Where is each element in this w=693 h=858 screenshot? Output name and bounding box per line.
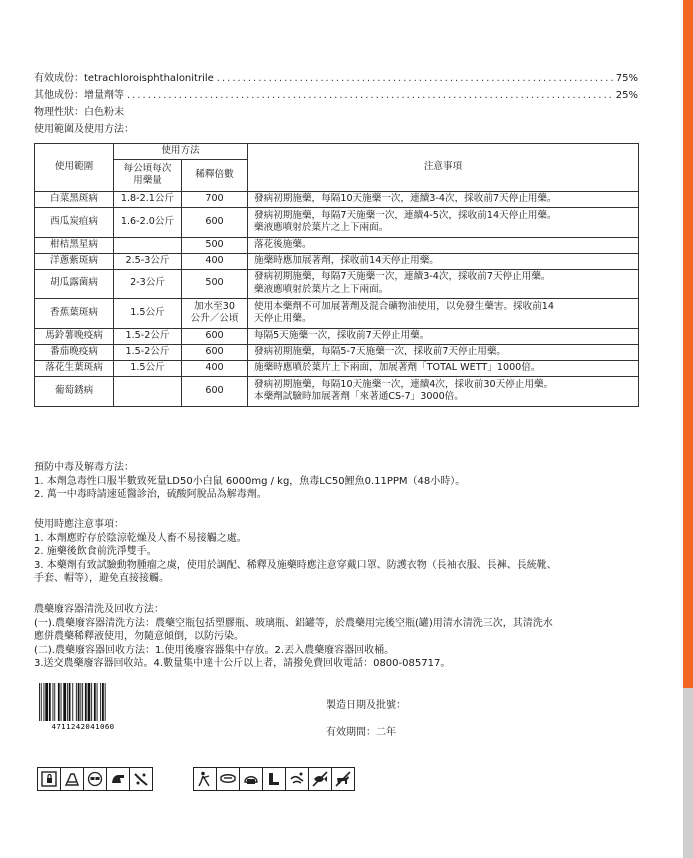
header-method: 使用方法 bbox=[114, 144, 248, 160]
crop-disease-cell: 落花生葉斑病 bbox=[35, 360, 114, 376]
leader-dots bbox=[127, 89, 613, 103]
storage-lock-icon bbox=[38, 768, 61, 790]
dilution-cell bbox=[182, 298, 248, 328]
barcode-bar bbox=[41, 683, 42, 721]
barcode-bar bbox=[39, 683, 40, 721]
barcode-bar bbox=[76, 683, 77, 721]
table-row bbox=[35, 328, 639, 344]
recycle-line: 應併農藥稀釋液使用，勿隨意傾倒，以防污染。 bbox=[34, 631, 244, 642]
barcode-bar bbox=[82, 683, 83, 721]
barcode-bar bbox=[67, 683, 68, 721]
recycle-line: (一).農藥廢容器清洗方法：農藥空瓶包括塑膠瓶、玻璃瓶、鋁罐等，於農藥用完後空瓶(罐)用清水清洗三次，其清洗水 bbox=[34, 617, 553, 629]
other-ingredient-line bbox=[34, 89, 638, 103]
note-line: 施藥時應加展著劑，採收前14天停止用藥。 bbox=[254, 255, 439, 267]
barcode-bar bbox=[105, 683, 106, 721]
helmet-icon bbox=[240, 768, 263, 790]
header-dose-text: 每公頃每次用藥量 bbox=[123, 162, 172, 187]
expiry-label: 有效期間：二年 bbox=[326, 727, 396, 738]
barcode-bar bbox=[102, 683, 104, 721]
crop-disease-cell: 胡瓜露菌病 bbox=[35, 269, 114, 298]
barcode-bar bbox=[72, 683, 73, 721]
dilution-cell: 500 bbox=[182, 269, 248, 298]
dilution-cell: 600 bbox=[182, 344, 248, 360]
dilution-line: 公升／公頃 bbox=[190, 313, 239, 325]
wash-icon bbox=[286, 768, 309, 790]
note-line: 發病初期施藥，每隔10天施藥一次，連續3-4次，採收前7天停止用藥。 bbox=[254, 193, 557, 205]
other-ingredient-label: 其他成份：增量劑等 bbox=[34, 90, 124, 101]
note-line: 落花後施藥。 bbox=[254, 239, 312, 251]
crop-disease-cell: 香蕉葉斑病 bbox=[35, 298, 114, 328]
active-ingredient-line bbox=[34, 72, 638, 86]
notes-cell bbox=[248, 207, 639, 237]
dilution-cell: 600 bbox=[182, 376, 248, 406]
mask-icon bbox=[217, 768, 240, 790]
poison-section bbox=[34, 461, 638, 502]
poison-line: 2. 萬一中毒時請速延醫診治，硫酸阿脫品為解毒劑。 bbox=[34, 489, 267, 500]
active-ingredient-label: 有效成份：tetrachloroisphthalonitrile bbox=[34, 73, 214, 84]
notes-cell bbox=[248, 253, 639, 269]
recycle-section bbox=[34, 603, 638, 671]
dose-cell bbox=[114, 376, 182, 406]
note-line: 發病初期施藥，每隔10天施藥一次，連續4次，採收前30天停止用藥。 bbox=[254, 378, 554, 390]
barcode-bar bbox=[58, 683, 60, 721]
barcode-bar bbox=[94, 683, 96, 721]
notes-cell bbox=[248, 237, 639, 253]
caution-section bbox=[34, 518, 638, 586]
note-line: 使用本藥劑不可加展著劑及混合礦物油使用，以免發生藥害。採收前14 bbox=[254, 300, 555, 312]
active-ingredient-value: 75% bbox=[615, 73, 638, 84]
table-row bbox=[35, 253, 639, 269]
table-row bbox=[35, 344, 639, 360]
note-line: 藥液應噴射於葉片之上下兩面。 bbox=[254, 222, 389, 234]
recycle-title: 農藥廢容器清洗及回收方法： bbox=[34, 604, 164, 615]
table-row bbox=[35, 191, 639, 207]
poison-line: 1. 本劑急毒性口服半數致死量LD50小白鼠 6000mg / kg，魚毒LC50鯉魚0.11PPM（48小時）。 bbox=[34, 475, 466, 487]
note-line: 天停止用藥。 bbox=[254, 313, 312, 325]
accent-bar bbox=[683, 0, 693, 688]
dilution-cell: 400 bbox=[182, 360, 248, 376]
barcode bbox=[37, 681, 129, 731]
barcode-bar bbox=[53, 683, 54, 721]
other-ingredient-value: 25% bbox=[615, 90, 638, 101]
dose-cell: 1.5公斤 bbox=[114, 360, 182, 376]
table-row bbox=[35, 298, 639, 328]
dose-cell: 2-3公斤 bbox=[114, 269, 182, 298]
caution-line: 1. 本劑應貯存於陰涼乾燥及人畜不易接觸之處。 bbox=[34, 532, 247, 544]
header-dose bbox=[114, 159, 182, 191]
side-bar-grey bbox=[683, 688, 693, 858]
barcode-digits: 4711242041060 bbox=[51, 722, 115, 731]
leader-dots bbox=[217, 72, 613, 86]
dose-cell: 2.5-3公斤 bbox=[114, 253, 182, 269]
table-row bbox=[35, 360, 639, 376]
notes-cell bbox=[248, 298, 639, 328]
dose-cell bbox=[114, 237, 182, 253]
dilution-cell: 500 bbox=[182, 237, 248, 253]
table-row bbox=[35, 269, 639, 298]
barcode-bar bbox=[97, 683, 98, 721]
notes-cell bbox=[248, 269, 639, 298]
goggles-icon bbox=[84, 768, 107, 790]
pictogram-group-left bbox=[37, 767, 153, 791]
dilution-cell: 600 bbox=[182, 207, 248, 237]
notes-cell bbox=[248, 360, 639, 376]
barcode-bar bbox=[44, 683, 45, 721]
poison-title: 預防中毒及解毒方法： bbox=[34, 462, 134, 473]
crop-disease-cell: 柑桔黑星病 bbox=[35, 237, 114, 253]
table-row bbox=[35, 237, 639, 253]
notes-cell bbox=[248, 191, 639, 207]
header-notes: 注意事項 bbox=[248, 144, 639, 192]
gloves-icon bbox=[107, 768, 130, 790]
note-line: 發病初期施藥，每隔7天施藥一次，連續4-5次，採收前14天停止用藥。 bbox=[254, 209, 557, 221]
table-row bbox=[35, 376, 639, 406]
barcode-bar bbox=[80, 683, 81, 721]
header-dilution: 稀釋倍數 bbox=[182, 159, 248, 191]
barcode-bar bbox=[54, 683, 55, 721]
caution-line: 手套、帽等），避免直接接觸。 bbox=[34, 573, 169, 584]
caution-line: 3. 本藥劑有致試驗動物腫瘤之虞，使用於調配、稀釋及施藥時應注意穿戴口罩、防護衣物（長袖衣服、長褲、長統靴、 bbox=[34, 559, 557, 571]
note-line: 藥液應噴射於葉片之上下兩面。 bbox=[254, 283, 389, 295]
barcode-bar bbox=[85, 683, 87, 721]
usage-title: 使用範圍及使用方法： bbox=[34, 124, 134, 135]
barcode-bars bbox=[39, 683, 106, 721]
crop-disease-cell: 洋蔥紫斑病 bbox=[35, 253, 114, 269]
note-line: 每隔5天施藥一次，採收前7天停止用藥。 bbox=[254, 330, 430, 342]
dose-cell: 1.5公斤 bbox=[114, 298, 182, 328]
caution-title: 使用時應注意事項： bbox=[34, 519, 124, 530]
crop-disease-cell: 西瓜炭疽病 bbox=[35, 207, 114, 237]
dilution-line: 加水至30 bbox=[194, 300, 235, 312]
mixing-icon bbox=[61, 768, 84, 790]
usage-table-body bbox=[35, 191, 639, 406]
usage-table bbox=[34, 143, 639, 407]
boots-icon bbox=[263, 768, 286, 790]
header-range: 使用範圍 bbox=[35, 144, 114, 192]
recycle-line: 3.送交農藥廢容器回收站。4.數量集中達十公斤以上者，請撥免費回收電話：0800-085717。 bbox=[34, 658, 451, 669]
no-fish-icon bbox=[309, 768, 332, 790]
recycle-line: (二).農藥廢容器回收方法：1.使用後廢容器集中存放。2.丟入農藥廢容器回收桶。 bbox=[34, 644, 395, 656]
caution-line: 2. 施藥後飲食前洗淨雙手。 bbox=[34, 546, 157, 557]
dose-cell: 1.5-2公斤 bbox=[114, 344, 182, 360]
barcode-bar bbox=[91, 683, 92, 721]
dose-cell: 1.6-2.0公斤 bbox=[114, 207, 182, 237]
barcode-bar bbox=[49, 683, 51, 721]
crop-disease-cell: 葡萄銹病 bbox=[35, 376, 114, 406]
crop-disease-cell: 馬鈴薯晚疫病 bbox=[35, 328, 114, 344]
barcode-bar bbox=[61, 683, 62, 721]
dilution-cell: 700 bbox=[182, 191, 248, 207]
barcode-bar bbox=[63, 683, 66, 721]
dilution-cell: 400 bbox=[182, 253, 248, 269]
table-row bbox=[35, 207, 639, 237]
spraying-icon bbox=[130, 768, 152, 790]
manufacture-date-label: 製造日期及批號： bbox=[326, 700, 406, 711]
barcode-bar bbox=[78, 683, 80, 721]
notes-cell bbox=[248, 376, 639, 406]
note-line: 發病初期施藥，每隔5-7天施藥一次，採收前7天停止用藥。 bbox=[254, 346, 507, 358]
dose-cell: 1.5-2公斤 bbox=[114, 328, 182, 344]
note-line: 施藥時應噴於葉片上下兩面，加展著劑「TOTAL WETT」1000倍。 bbox=[254, 362, 541, 374]
notes-cell bbox=[248, 344, 639, 360]
barcode-bar bbox=[88, 683, 91, 721]
spray-person-icon bbox=[194, 768, 217, 790]
physical-state: 物理性狀：白色粉末 bbox=[34, 107, 124, 118]
dilution-cell: 600 bbox=[182, 328, 248, 344]
pictogram-group-right bbox=[193, 767, 355, 791]
no-livestock-icon bbox=[332, 768, 354, 790]
note-line: 本藥劑試驗時加展著劑「來著通CS-7」3000倍。 bbox=[254, 391, 464, 403]
barcode-bar bbox=[100, 683, 101, 721]
barcode-bar bbox=[45, 683, 48, 721]
barcode-bar bbox=[69, 683, 71, 721]
notes-cell bbox=[248, 328, 639, 344]
crop-disease-cell: 白菜黑斑病 bbox=[35, 191, 114, 207]
dose-cell: 1.8-2.1公斤 bbox=[114, 191, 182, 207]
crop-disease-cell: 番茄晚疫病 bbox=[35, 344, 114, 360]
note-line: 發病初期施藥，每隔7天施藥一次，連續3-4次，採收前7天停止用藥。 bbox=[254, 271, 551, 283]
